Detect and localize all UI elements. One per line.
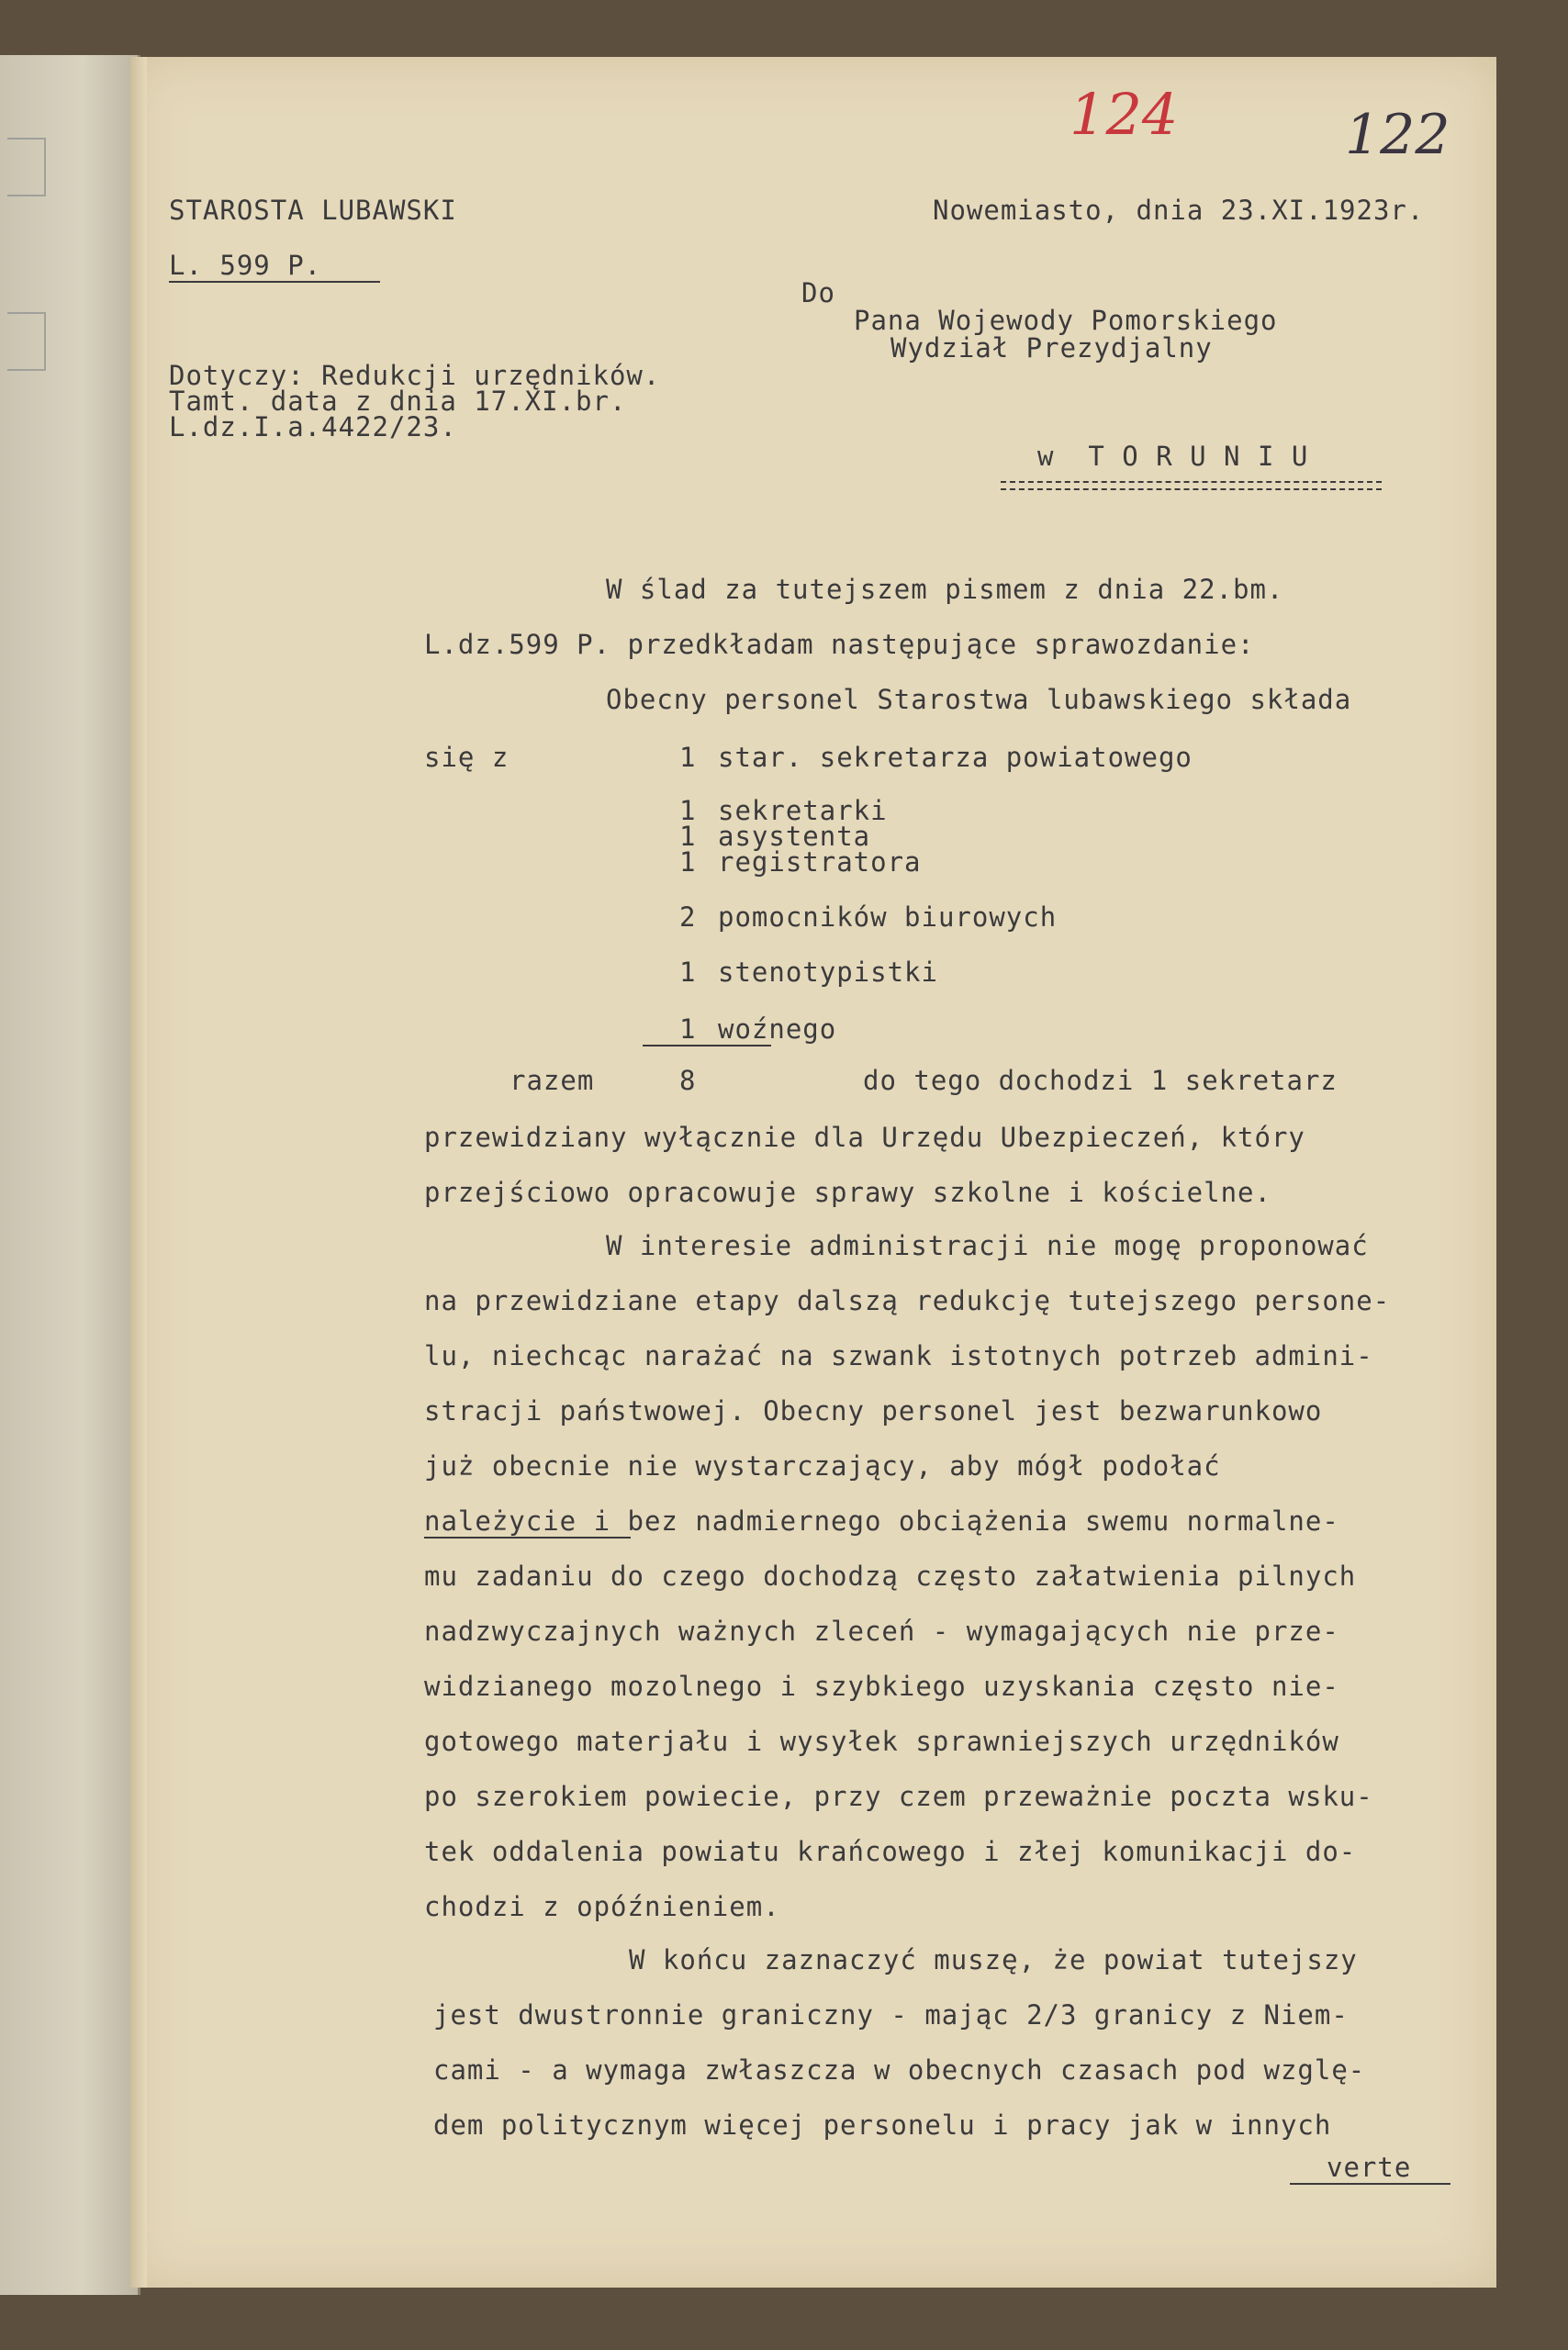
staff-count: 1 — [679, 957, 697, 988]
body-line: stracji państwowej. Obecny personel jest bezwarunkowo — [424, 1395, 1323, 1427]
body-line: do tego dochodzi 1 sekretarz — [863, 1065, 1338, 1096]
body-line: dem politycznym więcej personelu i pracy jak w innych — [433, 2109, 1332, 2141]
body-line: na przewidziane etapy dalszą redukcję tutejszego persone- — [424, 1285, 1391, 1316]
stamp-fragment — [7, 312, 46, 371]
staff-count: 1 — [679, 846, 697, 878]
body-line: Obecny personel Starostwa lubawskiego składa — [606, 684, 1352, 715]
addressee-line-2: Wydział Prezydjalny — [890, 332, 1213, 364]
body-line: należycie i bez nadmiernego obciążenia swemu normalne- — [424, 1505, 1339, 1537]
staff-count: 1 — [679, 1013, 697, 1045]
body-line: L.dz.599 P. przedkładam następujące sprawozdanie: — [424, 629, 1255, 660]
reference-underline — [169, 281, 380, 283]
staff-count: 2 — [679, 901, 697, 933]
reference-number: L. 599 P. — [169, 250, 322, 281]
word-underline — [424, 1537, 631, 1539]
body-line: widzianego mozolnego i szybkiego uzyskania często nie- — [424, 1671, 1339, 1702]
city-double-underline — [1001, 481, 1382, 490]
body-line: cami - a wymaga zwłaszcza w obecnych czasach pod wzglę- — [433, 2054, 1366, 2086]
body-line: przejściowo opracowuje sprawy szkolne i kościelne. — [424, 1177, 1271, 1208]
body-line: się z — [424, 742, 510, 773]
staff-role: sekretarki — [718, 795, 888, 826]
verte-note: verte — [1327, 2152, 1412, 2183]
addressee-city: w T O R U N I U — [1037, 441, 1309, 472]
staff-count: 1 — [679, 795, 697, 826]
sender: STAROSTA LUBAWSKI — [169, 195, 457, 226]
body-line: W ślad za tutejszem pismem z dnia 22.bm. — [606, 574, 1284, 605]
stamp-fragment — [7, 138, 46, 196]
body-line: po szerokiem powiecie, przy czem przeważnie poczta wsku- — [424, 1781, 1373, 1812]
body-line: nadzwyczajnych ważnych zleceń - wymagających nie prze- — [424, 1616, 1339, 1647]
body-line: chodzi z opóźnieniem. — [424, 1891, 780, 1922]
body-line: lu, niechcąc narażać na szwank istotnych potrzeb admini- — [424, 1340, 1373, 1371]
verte-underline — [1290, 2183, 1450, 2185]
body-line: przewidziany wyłącznie dla Urzędu Ubezpieczeń, który — [424, 1122, 1305, 1153]
staff-role: pomocników biurowych — [718, 901, 1058, 933]
body-line: W końcu zaznaczyć muszę, że powiat tutejszy — [629, 1944, 1358, 1975]
folio-number-red: 124 — [1070, 81, 1179, 148]
subject-line-2: Tamt. data z dnia 17.XI.br. — [169, 386, 627, 417]
body-line: jest dwustronnie graniczny - mając 2/3 granicy z Niem- — [433, 1999, 1349, 2031]
staff-role: registratora — [718, 846, 922, 878]
subject-line-3: L.dz.I.a.4422/23. — [169, 411, 457, 442]
total-value: 8 — [679, 1065, 697, 1096]
subject-line-1: Dotyczy: Redukcji urzędników. — [169, 360, 661, 391]
staff-role: star. sekretarza powiatowego — [718, 742, 1193, 773]
to-label: Do — [801, 277, 835, 308]
staff-count: 1 — [679, 821, 697, 852]
facing-page-edge — [0, 55, 140, 2295]
place-date: Nowemiasto, dnia 23.XI.1923r. — [933, 195, 1425, 226]
total-label: razem — [510, 1065, 595, 1096]
body-line: gotowego materjału i wysyłek sprawniejszych urzędników — [424, 1726, 1339, 1757]
addressee-line-1: Pana Wojewody Pomorskiego — [854, 305, 1278, 336]
body-line: mu zadaniu do czego dochodzą często załatwienia pilnych — [424, 1561, 1357, 1592]
body-line: W interesie administracji nie mogę proponować — [606, 1230, 1369, 1261]
staff-role: woźnego — [718, 1013, 837, 1045]
staff-role: asystenta — [718, 821, 871, 852]
staff-role: stenotypistki — [718, 957, 938, 988]
sum-underline — [643, 1045, 771, 1046]
page-binding-shadow — [130, 57, 147, 2288]
body-line: już obecnie nie wystarczający, aby mógł podołać — [424, 1450, 1221, 1482]
staff-count: 1 — [679, 742, 697, 773]
body-line: tek oddalenia powiatu krańcowego i złej komunikacji do- — [424, 1836, 1357, 1867]
folio-number-black: 122 — [1345, 103, 1450, 167]
